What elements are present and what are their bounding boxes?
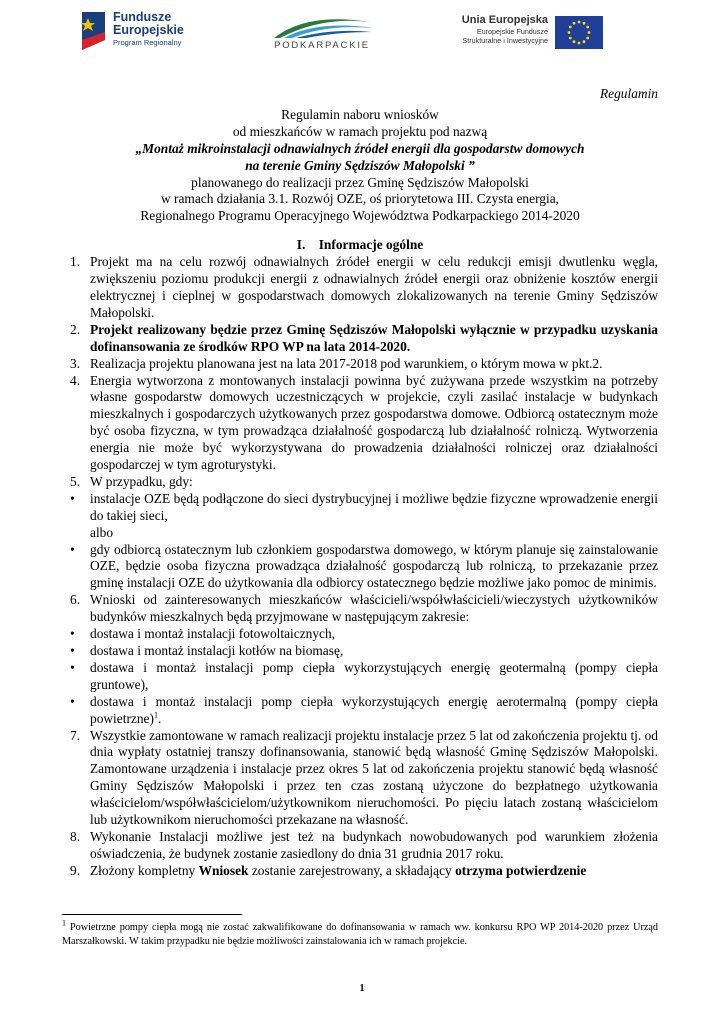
fe-line1: Fundusze: [113, 10, 172, 24]
item-bold-potwierdzenie: otrzyma potwierdzenie: [455, 862, 587, 878]
scope-item-2: [62, 643, 658, 660]
list-item-6: [62, 592, 658, 626]
list-item-1: [62, 254, 658, 322]
podkarpackie-wave-icon: [262, 10, 382, 40]
scope-item-1: [62, 626, 658, 643]
page-number: 1: [359, 983, 365, 994]
title-line-7: Regionalnego Programu Operacyjnego Województwa Podkarpackiego 2014-2020: [140, 208, 580, 224]
list-item-4: [62, 373, 658, 474]
document-body: [62, 86, 658, 880]
item-text: gdy odbiorcą ostatecznym lub członkiem gospodarstwa domowego, w którym planuje się zainstalowanie OZE, będzie osoba fizyczna prowadząca działalność gospodarczą lub rolniczą, to przekazanie przez gminę instalacji OZE do użytkowania dla odbiorcy ostatecznego będzie możliwe jako pomoc de minimis.: [90, 541, 658, 591]
item-bold-wniosek: Wniosek: [198, 862, 249, 878]
scope-item-4: [62, 694, 658, 728]
item-text: Projekt realizowany będzie przez Gminę Sędziszów Małopolski wyłącznie w przypadku uzyskania dofinansowania ze środków RPO WP na lata 2014-2020.: [90, 321, 658, 354]
footnote-number: 1: [62, 918, 66, 928]
item-text: Projekt ma na celu rozwój odnawialnych źródeł energii w celu redukcji emisji dwutlenku węgla, zwiększeniu poziomu produkcji energii z odnawialnych źródeł energii oraz obniżenie kosztów energii elektrycznej i cieplnej w gospodarstwach domowych zlokalizowanych na terenie Gminy Sędziszów Małopolski.: [90, 254, 658, 320]
title-line-3: „Montaż mikroinstalacji odnawialnych źródeł energii dla gospodarstw domowych: [135, 140, 585, 156]
fe-line3: Program Regionalny: [113, 38, 182, 47]
item-text: Wszystkie zamontowane w ramach realizacji projektu instalacje przez 5 lat od zakończenia projektu tj. od dnia wypłaty ostatniej transzy dofinansowania, stanowić będą własność Gminę Sędziszów Małopolski. Zamontowane urządzenia i instalacje przez okres 5 lat od zakończenia projektu stanowić będą własność Gminy Sędziszów Małopolski i przez ten czas zostaną użyczone do bezpłatnego użytkowania właścicielom/współwłaścicielom/użytkownikom nieruchomości. Po pięciu latach zostaną właścicielom lub użytkownikom nieruchomości przekazane na własność.: [90, 727, 658, 828]
fe-line2: Europejskie: [113, 23, 184, 37]
bullet-icon: •: [70, 490, 75, 506]
footnote-separator: [62, 914, 242, 915]
item-text-2: zostanie zarejestrowany, a składający: [248, 862, 456, 878]
bullet-icon: •: [70, 693, 75, 709]
item-text: Realizacja projektu planowana jest na lata 2017-2018 pod warunkiem, o którym mowa w pkt.2.: [90, 355, 603, 371]
list-item-5: [62, 474, 658, 491]
item-number: 6.: [70, 592, 81, 608]
podkarpackie-text: PODKARPACKIE: [274, 40, 370, 51]
item-number: 2.: [70, 321, 81, 337]
title-line-1: Regulamin naboru wniosków: [281, 106, 439, 122]
footnote-text: Powietrzne pompy ciepła mogą nie zostać zakwalifikowane do dofinansowania w ramach ww. konkursu RPO WP 2014-2020 przez Urząd Marszałkowski. W takim przypadku nie będzie możliwości zainstalowania ich w ramach projekcie.: [62, 922, 658, 948]
unia-europejska-logo: [456, 10, 606, 58]
bullet-item-1: [62, 491, 658, 525]
title-line-2: od mieszkańców w ramach projektu pod nazwą: [232, 123, 488, 139]
item-text: W przypadku, gdy:: [90, 473, 193, 489]
bullet-icon: •: [70, 643, 75, 658]
item-number: 8.: [70, 828, 81, 844]
fe-flag-icon: [80, 10, 107, 52]
bullet-item-2: [62, 542, 658, 593]
section-heading: I. Informacje ogólne: [296, 237, 424, 253]
item-number: 3.: [70, 355, 81, 371]
item-text: Wykonanie Instalacji możliwe jest też na budynkach nowobudowanych pod warunkiem złożenia oświadczenia, że budynek zostanie zasiedlony do dnia 31 grudnia 2017 roku.: [90, 828, 658, 861]
list-item-7: [62, 728, 658, 829]
albo-text: albo: [90, 524, 114, 540]
item-number: 5.: [70, 473, 81, 489]
item-text: instalacje OZE będą podłączone do sieci dystrybucyjnej i możliwe będzie fizyczne wprowadzenie energii do takiej sieci,: [90, 490, 658, 523]
ue-line1: Unia Europejska: [461, 14, 548, 26]
item-text: dostawa i montaż instalacji kotłów na biomasę,: [90, 643, 344, 658]
footnote-ref[interactable]: 1: [153, 710, 158, 720]
title-line-5: planowanego do realizacji przez Gminę Sędziszów Małopolski: [191, 174, 529, 190]
list-item-9: [62, 863, 658, 880]
ue-line3: Strukturalne i Inwestycyjne: [462, 36, 548, 45]
document-label: Regulamin: [599, 86, 658, 101]
bullet-icon: •: [70, 626, 75, 642]
item-text: Wnioski od zainteresowanych mieszkańców właścicieli/współwłaścicieli/wieczystych użytkowników budynków mieszkalnych będą przyjmowane w następującym zakresie:: [90, 592, 658, 625]
item-number: 9.: [70, 862, 81, 878]
item-number: 7.: [70, 727, 81, 743]
list-item-3: [62, 356, 658, 373]
eu-flag-icon: [555, 16, 603, 49]
item-text: dostawa i montaż instalacji pomp ciepła wykorzystujących energię aerotermalną (pompy ciepła powietrzne): [90, 693, 658, 726]
item-text: Złożony kompletny: [90, 862, 199, 878]
footnote: [62, 918, 658, 949]
podkarpackie-logo: [262, 10, 382, 56]
bullet-icon: •: [70, 541, 75, 557]
fundusze-europejskie-logo: [80, 10, 230, 58]
scope-item-3: [62, 660, 658, 694]
item-text: Energia wytworzona z montowanych instalacji powinna być zużywana przede wszystkim na potrzeby własne gospodarstw domowych uczestniczących w projekcie, czyli zasilać instalacje w budynkach mieszkalnych i gospodarczych użytkowanych przez gospodarstwa domowe. Odbiorcą ostatecznym może być osoba fizyczna, w tym prowadząca działalność gospodarczą lub działalność rolniczą. Wytworzenia energia nie może być wykorzystywana do prowadzenia działalności rolniczej oraz działalności gospodarczej w tym agroturystyki.: [90, 372, 658, 473]
item-text-end: .: [157, 710, 162, 726]
item-number: 1.: [70, 254, 81, 270]
list-item-2: [62, 322, 658, 356]
bullet-icon: •: [70, 659, 75, 675]
item-text: dostawa i montaż instalacji fotowoltaicznych,: [90, 626, 336, 642]
title-line-4: na terenie Gminy Sędziszów Małopolski ”: [245, 157, 475, 173]
title-line-6: w ramach działania 3.1. Rozwój OZE, oś priorytetowa III. Czysta energia,: [161, 191, 559, 207]
header-logos: [0, 0, 724, 62]
ue-line2: Europejskie Fundusze: [476, 27, 548, 36]
item-text: dostawa i montaż instalacji pomp ciepła wykorzystujących energię geotermalną (pompy ciepła gruntowe),: [90, 659, 658, 692]
list-item-8: [62, 829, 658, 863]
item-number: 4.: [70, 372, 81, 388]
